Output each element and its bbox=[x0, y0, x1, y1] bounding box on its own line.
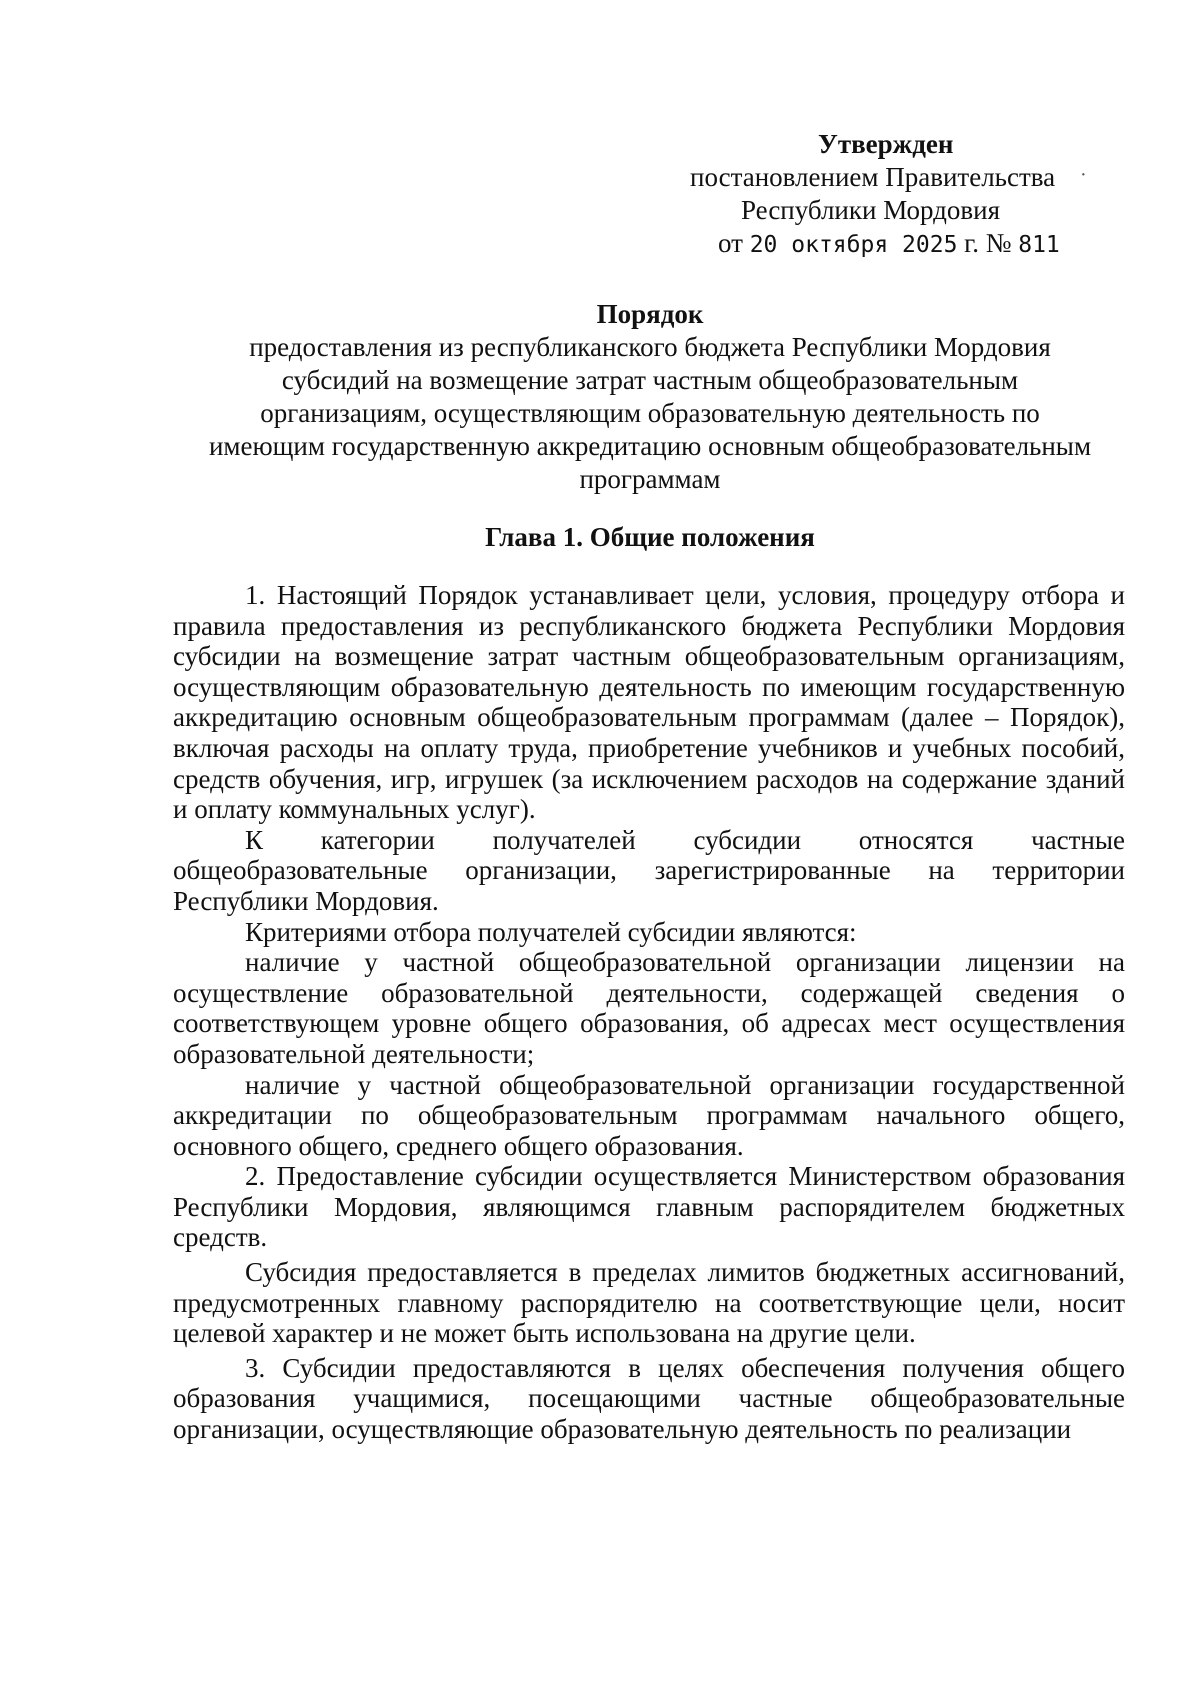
document-subtitle-line: субсидий на возмещение затрат частным общеобразовательным bbox=[281, 365, 1019, 395]
paragraph-1: 1. Настоящий Порядок устанавливает цели, условия, процедуру отбора и правила предоставления из республиканского бюджета Республики Мордовия субсидии на возмещение затрат частным общеобразовательным организациям, осуществляющим образовательную деятельность по имеющим государственную аккредитацию основным общеобразовательным программам (далее – Порядок), включая расходы на оплату труда, приобретение учебников и учебных пособий, средств обучения, игр, игрушек (за исключением расходов на содержание зданий и оплату коммунальных услуг). bbox=[173, 580, 1125, 825]
approval-date-line bbox=[690, 227, 1110, 262]
paragraph-subsidy-limits: Субсидия предоставляется в пределах лимитов бюджетных ассигнований, предусмотренных главному распорядителю на соответствующие цели, носит целевой характер и не может быть использована на другие цели. bbox=[173, 1257, 1125, 1349]
approval-date-year-suffix: г. bbox=[964, 228, 979, 258]
paragraph-criteria-license: наличие у частной общеобразовательной организации лицензии на осуществление образовательной деятельности, содержащей сведения о соответствующем уровне общего образования, об адресах мест осуществления образовательной деятельности; bbox=[173, 947, 1125, 1069]
approval-decree: постановлением Правительства bbox=[690, 162, 1056, 192]
paragraph-recipients: К категории получателей субсидии относятся частные общеобразовательные организации, зарегистрированные на территории Республики Мордовия. bbox=[173, 824, 1125, 916]
paragraph-criteria-intro: Критериями отбора получателей субсидии являются: bbox=[245, 916, 857, 947]
paragraph-2: 2. Предоставление субсидии осуществляется Министерством образования Республики Мордовия, являющимся главным распорядителем бюджетных средств. bbox=[173, 1161, 1125, 1253]
document-subtitle-line: программам bbox=[579, 464, 721, 494]
approval-stamp-block bbox=[690, 128, 1110, 262]
approval-date-value: 20 октября 2025 bbox=[749, 232, 958, 258]
document-body bbox=[173, 580, 1125, 1445]
document-title-block bbox=[170, 298, 1130, 496]
paragraph-criteria-accreditation: наличие у частной общеобразовательной организации государственной аккредитации по общеобразовательным программам начального общего, основного общего, среднего общего образования. bbox=[173, 1069, 1125, 1161]
approval-number-value: 811 bbox=[1018, 232, 1060, 258]
approval-date-prefix: от bbox=[718, 228, 743, 258]
scan-dot-mark: · bbox=[1080, 164, 1087, 186]
approval-title: Утвержден bbox=[818, 129, 954, 159]
document-subtitle-line: организациям, осуществляющим образовательную деятельность по bbox=[260, 398, 1040, 428]
paragraph-3: 3. Субсидии предоставляются в целях обеспечения получения общего образования учащимися, посещающими частные общеобразовательные организации, осуществляющие образовательную деятельность по реализации bbox=[173, 1352, 1125, 1445]
document-subtitle-line: предоставления из республиканского бюджета Республики Мордовия bbox=[249, 332, 1051, 362]
document-subtitle-line: имеющим государственную аккредитацию основным общеобразовательным bbox=[208, 431, 1092, 461]
document-title: Порядок bbox=[596, 299, 704, 329]
chapter-heading: Глава 1. Общие положения bbox=[485, 522, 815, 552]
approval-republic: Республики Мордовия bbox=[741, 195, 1001, 225]
approval-number-sign: № bbox=[985, 228, 1012, 258]
